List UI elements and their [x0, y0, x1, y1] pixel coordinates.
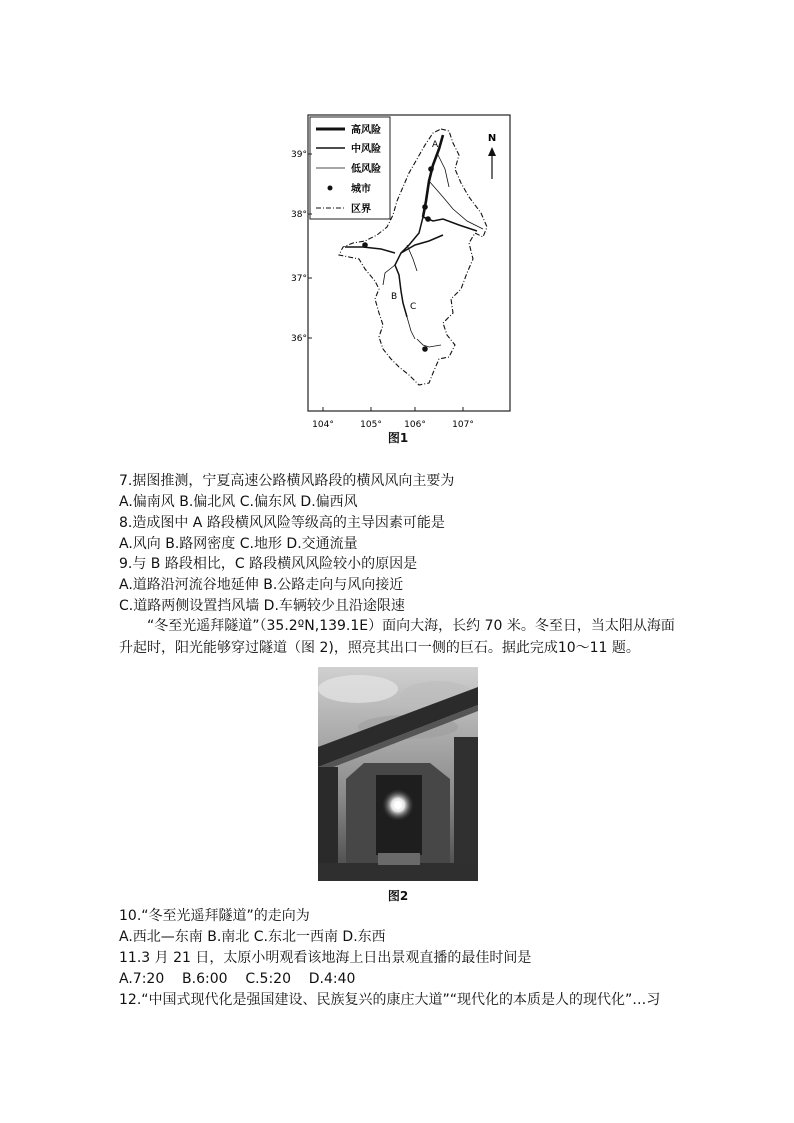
- north-arrow-head: [488, 147, 496, 156]
- city-dot-5: [422, 346, 428, 352]
- question-12: 12.“中国式现代化是强国建设、民族复兴的康庄大道”“现代化的本质是人的现代化”…习: [119, 992, 661, 1008]
- legend-label-high: 高风险: [351, 125, 381, 136]
- road-mid-2: [423, 217, 477, 231]
- question-10: 10.“冬至光遥拜隧道”的走向为: [119, 908, 310, 924]
- road-mid-4: [401, 235, 443, 253]
- lat-label-37: 37°: [291, 274, 307, 284]
- lon-label-104: 104°: [312, 420, 334, 430]
- city-dot-2: [422, 204, 428, 210]
- city-dot-4: [362, 242, 368, 248]
- road-low-2: [437, 153, 449, 187]
- question-9-options-1: A.道路沿河流谷地延伸 B.公路走向与风向接近: [119, 577, 404, 593]
- figure-1-map: [283, 113, 513, 443]
- figure-1-caption: 图1: [387, 431, 409, 445]
- map-svg: [283, 113, 513, 443]
- legend-label-mid: 中风险: [351, 144, 381, 155]
- north-label: N: [487, 133, 497, 144]
- lat-label-38: 38°: [291, 210, 307, 220]
- question-7: 7.据图推测，宁夏高速公路横风路段的横风风向主要为: [119, 473, 455, 489]
- lon-label-107: 107°: [452, 420, 474, 430]
- road-low-6: [407, 317, 415, 339]
- question-7-options: A.偏南风 B.偏北风 C.偏东风 D.偏西风: [119, 494, 358, 510]
- question-10-options: A.西北—东南 B.南北 C.东北一西南 D.东西: [119, 929, 386, 945]
- question-8-options: A.风向 B.路网密度 C.地形 D.交通流量: [119, 536, 358, 552]
- lat-label-39: 39°: [291, 150, 307, 160]
- road-low-3: [407, 245, 417, 271]
- passage-paragraph: “冬至光遥拜隧道”（35.2ºN,139.1E）面向大海，长约 70 米。冬至日，当太阳从海面升起时，阳光能够穿过隧道（图 2)，照亮其出口一侧的巨石。据此完成10～11 题。: [119, 618, 675, 656]
- city-dot-1: [428, 166, 434, 172]
- road-mid-1: [395, 217, 423, 317]
- photo-svg: [318, 667, 478, 881]
- segment-label-a: A: [432, 140, 439, 150]
- lon-label-105: 105°: [360, 420, 382, 430]
- legend-city-dot: [328, 186, 333, 191]
- lat-label-36: 36°: [291, 334, 307, 344]
- question-11: 11.3 月 21 日，太原小明观看该地海上日出景观直播的最佳时间是: [119, 950, 532, 966]
- segment-label-b: B: [391, 292, 398, 302]
- city-dot-3: [425, 216, 431, 222]
- legend-label-city: 城市: [351, 184, 371, 195]
- legend-label-low: 低风险: [351, 164, 381, 175]
- road-low-4: [383, 265, 395, 285]
- road-mid-3: [345, 247, 395, 253]
- question-9: 9.与 B 路段相比，C 路段横风风险较小的原因是: [119, 556, 418, 572]
- figure-2-photo: [318, 667, 478, 881]
- question-8: 8.造成图中 A 路段横风风险等级高的主导因素可能是: [119, 515, 445, 531]
- figure-2-caption: 图2: [387, 889, 409, 903]
- legend-label-boundary: 区界: [351, 204, 371, 215]
- road-low-5: [417, 339, 441, 347]
- segment-label-c: C: [410, 302, 417, 312]
- question-11-options: A.7:20 B.6:00 C.5:20 D.4:40: [119, 971, 356, 987]
- question-9-options-2: C.道路两侧设置挡风墙 D.车辆较少且沿途限速: [119, 598, 405, 614]
- lon-label-106: 106°: [404, 420, 426, 430]
